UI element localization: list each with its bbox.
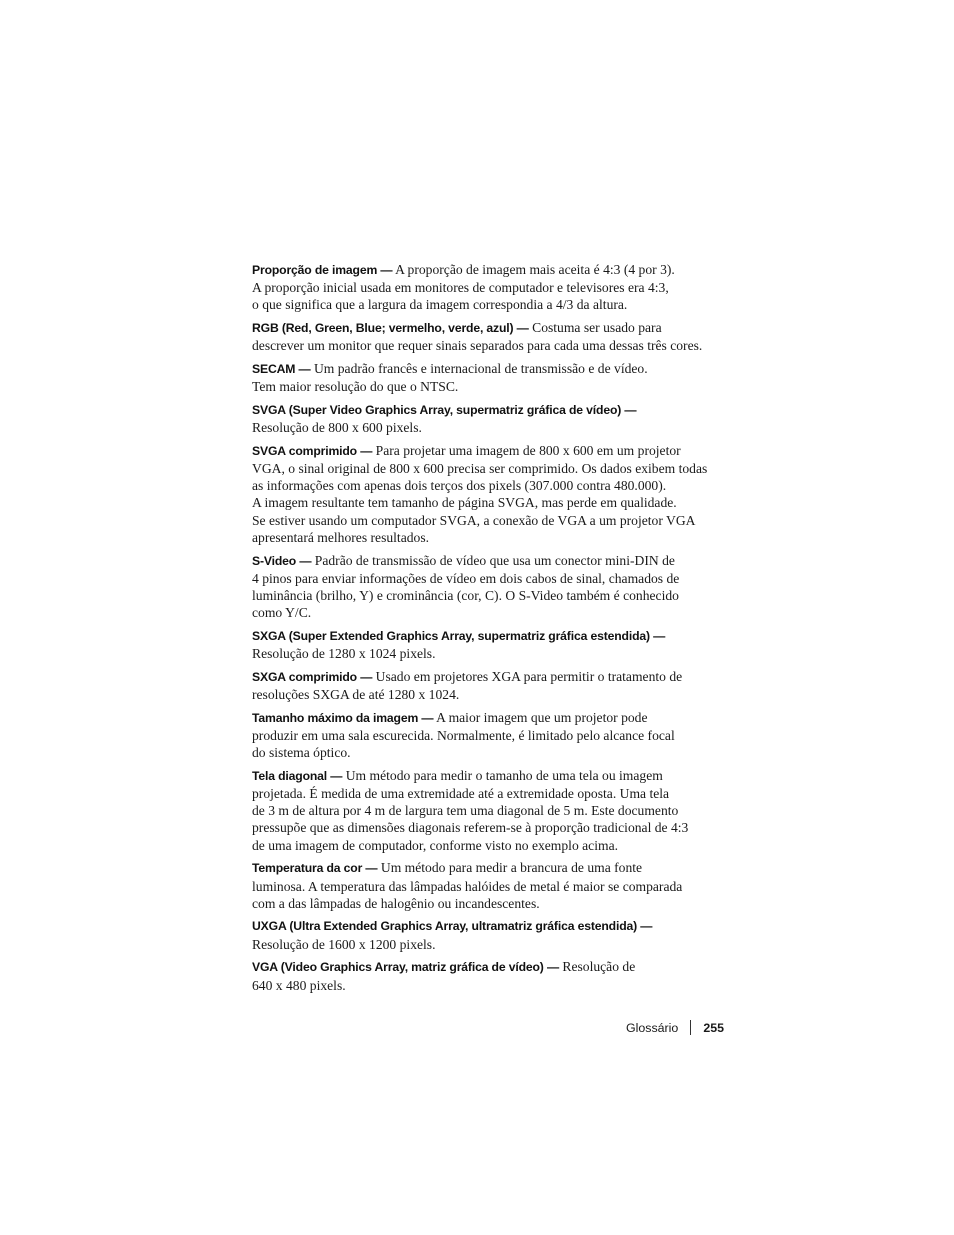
glossary-definition: Resolução de 800 x 600 pixels. [252, 420, 422, 436]
glossary-definition: A proporção de imagem mais aceita é 4:3 (4 por 3). A proporção inicial usada em monitores de computador e televisores era 4:3, o que significa que a largura da imagem correspondia a 4/3 da altura. [252, 262, 675, 313]
glossary-entry [252, 360, 734, 395]
glossary-term: RGB (Red, Green, Blue; vermelho, verde, azul) — [252, 321, 529, 336]
footer-section-title: Glossário [625, 1020, 679, 1035]
footer-divider [690, 1020, 691, 1035]
glossary-term: SXGA (Super Extended Graphics Array, supermatriz gráfica estendida) — [252, 628, 666, 643]
page-footer [626, 1020, 724, 1035]
glossary-definition: Um método para medir o tamanho de uma tela ou imagem projetada. É medida de uma extremidade até a extremidade oposta. Uma tela de 3 m de altura por 4 m de largura tem uma diagonal de 5 m. Este documento pressupõe que as dimensões diagonais referem-se à proporção tradicional de 4:3 de uma imagem de computador, conforme visto no exemplo acima. [252, 767, 689, 853]
glossary-term: UXGA (Ultra Extended Graphics Array, ultramatriz gráfica estendida) — [252, 919, 653, 934]
glossary-term: SECAM — [252, 362, 311, 377]
glossary-definition: Costuma ser usado para descrever um monitor que requer sinais separados para cada uma dessas três cores. [252, 320, 703, 354]
glossary-term: SVGA comprimido — [252, 443, 373, 458]
glossary-entry [252, 668, 734, 703]
glossary-entry [252, 627, 734, 662]
glossary-entry [252, 442, 734, 546]
glossary-definition: Padrão de transmissão de vídeo que usa um conector mini-DIN de 4 pinos para enviar informações de vídeo em dois cabos de sinal, chamados de luminância (brilho, Y) e crominância (cor, C). O S-Video também é conhecido como Y/C. [252, 552, 680, 621]
glossary-content [252, 261, 734, 999]
glossary-term: SVGA (Super Video Graphics Array, supermatriz gráfica de vídeo) — [252, 402, 637, 417]
glossary-definition: Um método para medir a brancura de uma fonte luminosa. A temperatura das lâmpadas halóides de metal é maior se comparada com a das lâmpadas de halogênio ou incandescentes. [252, 860, 683, 911]
glossary-definition: Um padrão francês e internacional de transmissão e de vídeo. Tem maior resolução do que o NTSC. [252, 361, 648, 395]
page-number: 255 [703, 1020, 724, 1035]
glossary-entry [252, 917, 734, 952]
glossary-term: Temperatura da cor — [252, 861, 378, 876]
glossary-entry [252, 261, 734, 314]
glossary-definition: Para projetar uma imagem de 800 x 600 em um projetor VGA, o sinal original de 800 x 600 precisa ser comprimido. Os dados exibem todas as informações com apenas dois terços dos pixels (307.000 contra 480.000). A imagem resultante tem tamanho de página SVGA, mas perde em qualidade. Se estiver usando um computador SVGA, a conexão de VGA a um projetor VGA apresentará melhores resultados. [252, 442, 708, 545]
glossary-entry [252, 958, 734, 993]
glossary-term: SXGA comprimido — [252, 669, 373, 684]
glossary-entry [252, 709, 734, 762]
glossary-term: Tela diagonal — [252, 768, 343, 783]
glossary-definition: A maior imagem que um projetor pode produzir em uma sala escurecida. Normalmente, é limitado pelo alcance focal do sistema óptico. [252, 709, 675, 761]
glossary-term: S-Video — [252, 553, 312, 568]
glossary-term: Proporção de imagem — [252, 263, 393, 277]
glossary-definition: Resolução de 1600 x 1200 pixels. [252, 936, 436, 952]
glossary-entry [252, 859, 734, 912]
glossary-term: VGA (Video Graphics Array, matriz gráfica de vídeo) — [252, 960, 559, 975]
glossary-entry [252, 767, 734, 854]
glossary-entry [252, 401, 734, 436]
glossary-entry [252, 552, 734, 622]
glossary-definition: Usado em projetores XGA para permitir o tratamento de resoluções SXGA de até 1280 x 1024. [252, 668, 683, 702]
glossary-definition: Resolução de 640 x 480 pixels. [252, 959, 636, 993]
glossary-term: Tamanho máximo da imagem — [252, 710, 434, 725]
glossary-definition: Resolução de 1280 x 1024 pixels. [252, 646, 436, 662]
glossary-entry [252, 319, 734, 354]
